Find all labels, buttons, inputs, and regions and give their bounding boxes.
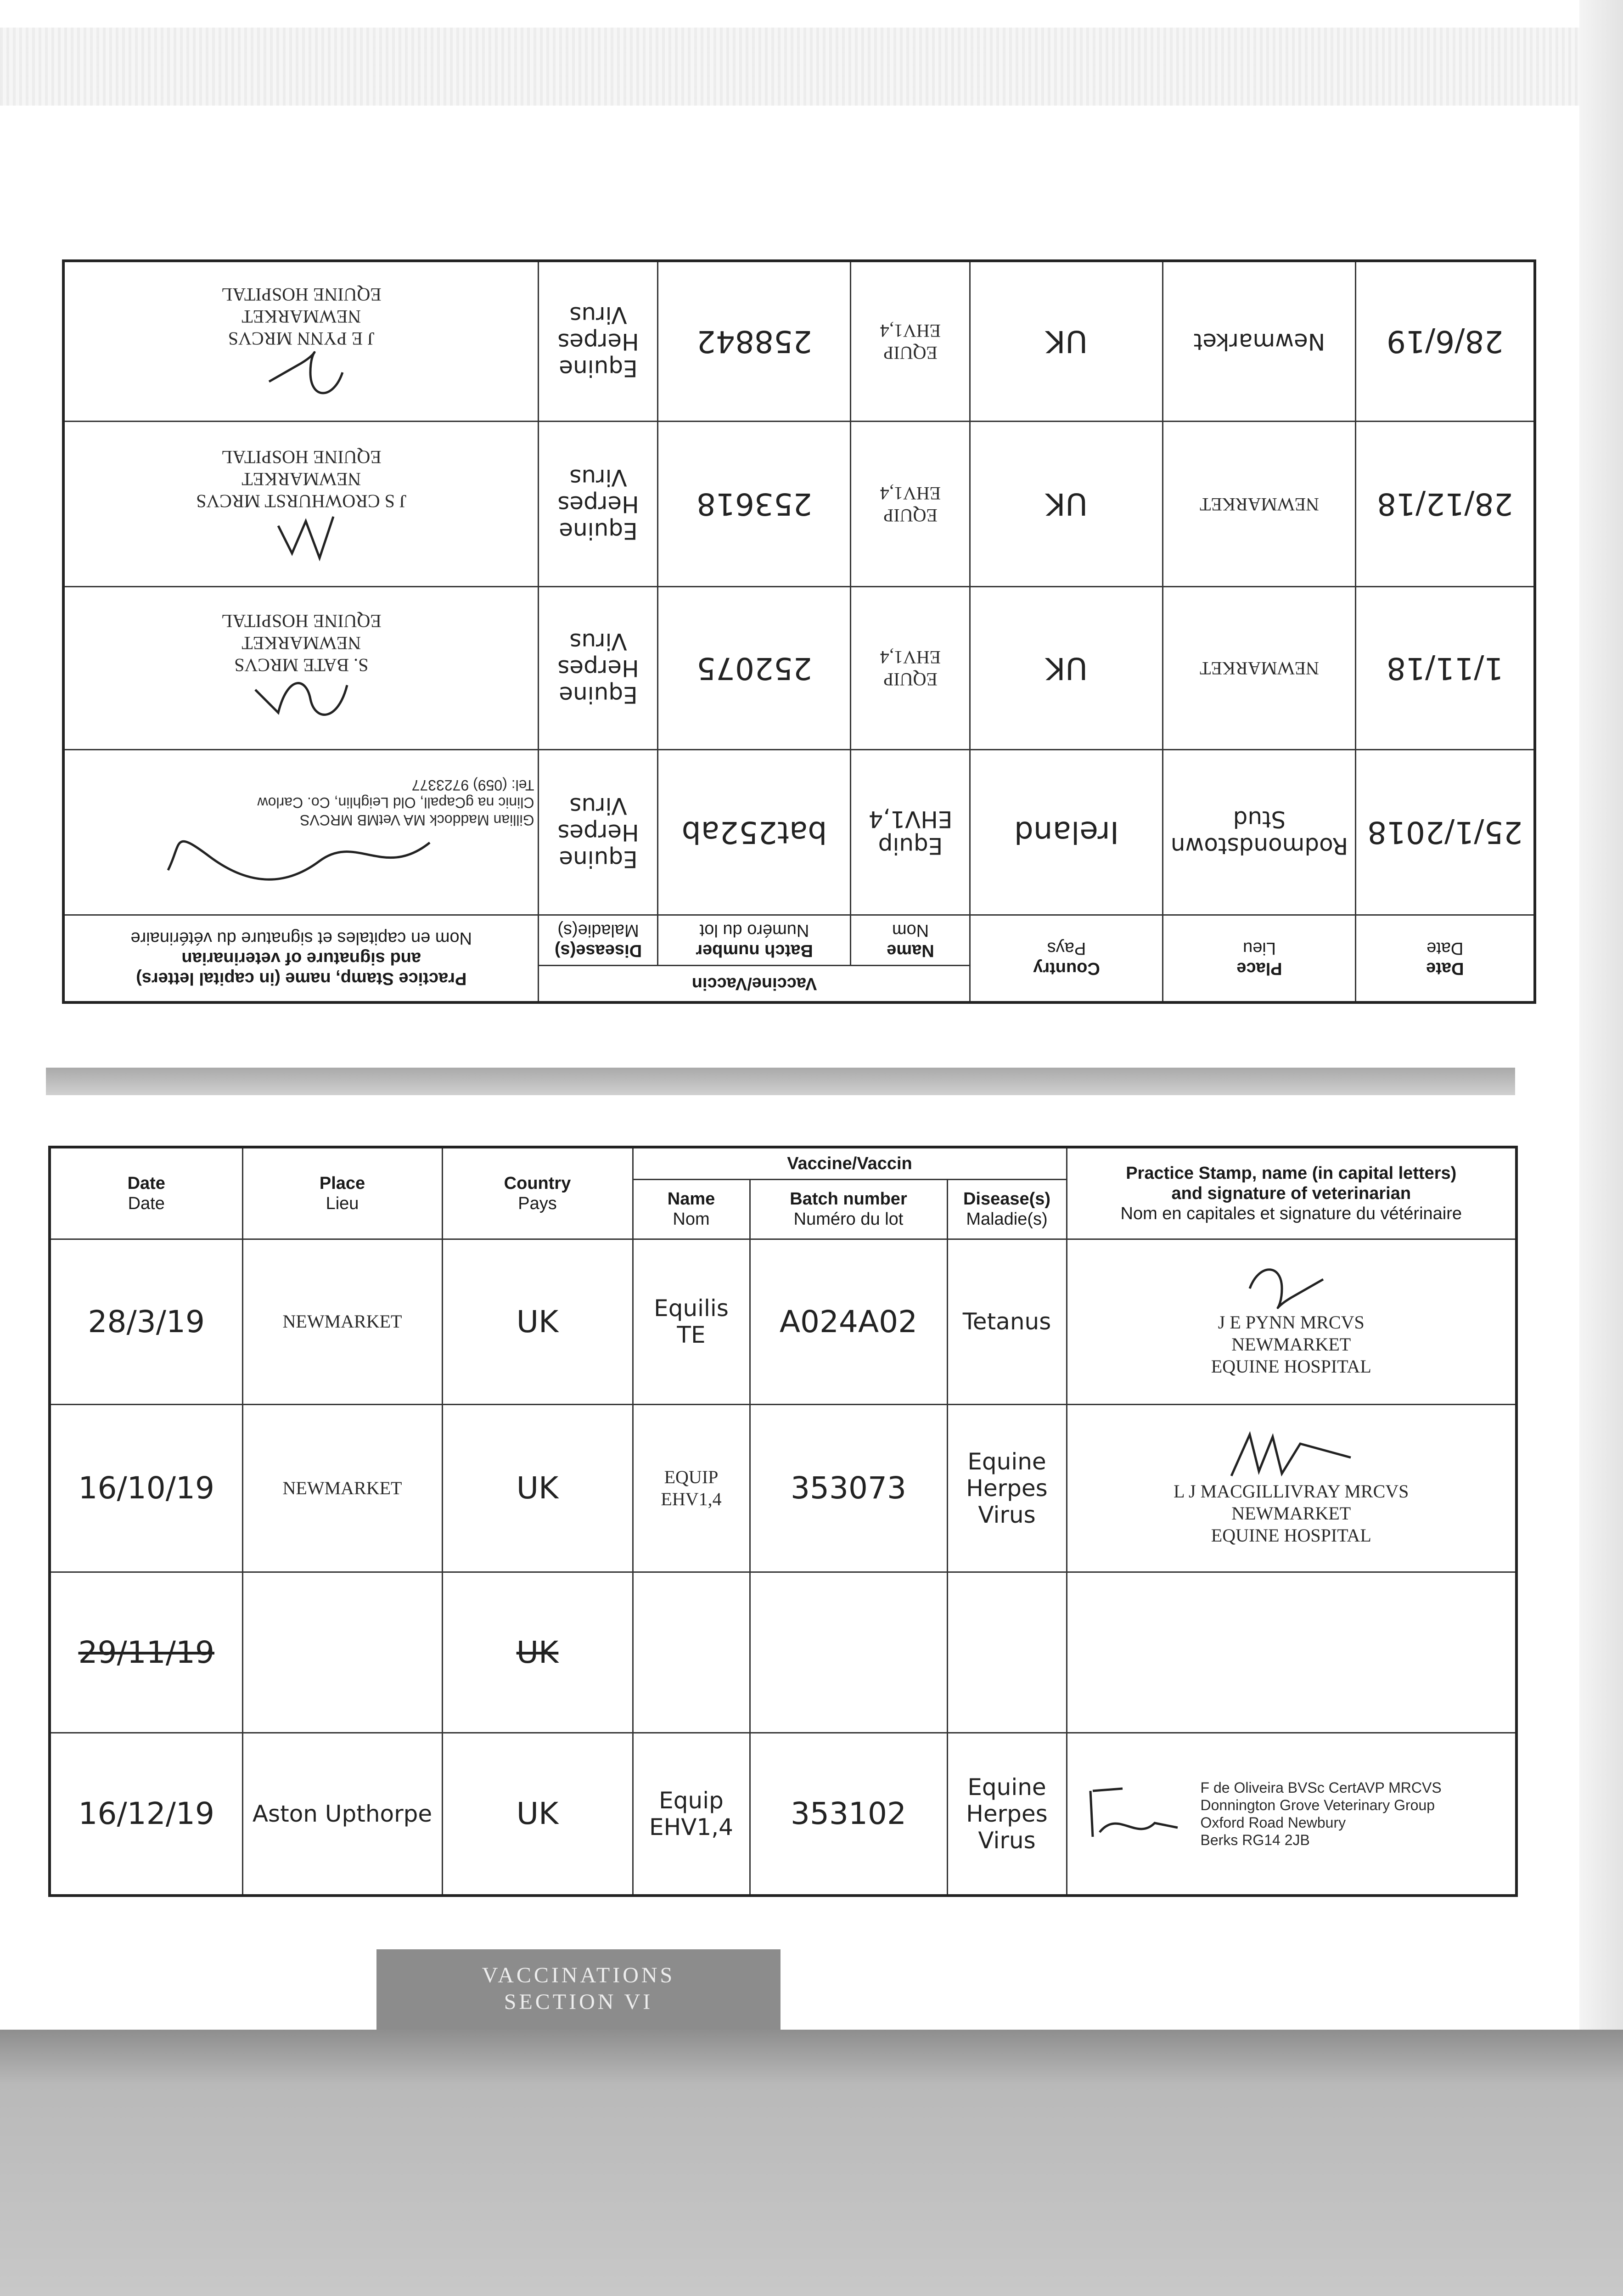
stamp-cell bbox=[63, 261, 539, 422]
stamp-cell bbox=[1067, 1404, 1516, 1572]
stamp-line: EQUINE HOSPITAL bbox=[1211, 1356, 1371, 1377]
country-cell: UK bbox=[442, 1733, 633, 1896]
stamp-line: NEWMARKET bbox=[1231, 1503, 1351, 1524]
table-row bbox=[63, 261, 1535, 422]
section-number: SECTION VI bbox=[504, 1990, 653, 2014]
country-cell: UK bbox=[970, 261, 1163, 422]
vaccine-name-cell: Equip EHV1,4 bbox=[851, 750, 970, 915]
stamp-line: J S CROWHURST MRCVS bbox=[196, 491, 407, 512]
scan-background-bottom bbox=[0, 2030, 1623, 2296]
stamp-line: Clinic na gCapall, Old Leighlin, Co. Carlow bbox=[257, 794, 534, 811]
vaccine-name-cell: Equip EHV1,4 bbox=[633, 1733, 750, 1896]
vaccine-name-cell: EQUIP EHV1,4 bbox=[851, 422, 970, 587]
header-disease: Disease(s) Maladie(s) bbox=[539, 915, 658, 966]
date-cell: 16/10/19 bbox=[50, 1404, 242, 1572]
date-cell: 29/11/19 bbox=[50, 1572, 242, 1733]
stamp-line: J E PYNN MRCVS bbox=[1218, 1312, 1365, 1333]
vaccine-name-cell: Equilis TE bbox=[633, 1239, 750, 1404]
place-cell: NEWMARKET bbox=[242, 1239, 442, 1404]
header-country: Country Pays bbox=[442, 1147, 633, 1239]
stamp-line: EQUINE HOSPITAL bbox=[221, 611, 382, 632]
stamp-cell bbox=[1067, 1572, 1516, 1733]
signature-image bbox=[1222, 1430, 1360, 1480]
stamp-cell bbox=[1067, 1239, 1516, 1404]
stamp-line: L J MACGILLIVRAY MRCVS bbox=[1174, 1480, 1409, 1502]
vaccine-name-cell: EQUIP EHV1,4 bbox=[633, 1404, 750, 1572]
country-cell: UK bbox=[442, 1239, 633, 1404]
vaccine-name-cell: EQUIP EHV1,4 bbox=[851, 587, 970, 750]
section-label bbox=[376, 1949, 781, 2030]
stamp-line: EQUINE HOSPITAL bbox=[221, 447, 382, 467]
header-batch: Batch number Numéro du lot bbox=[658, 915, 851, 966]
stamp-cell bbox=[63, 422, 539, 587]
country-cell: UK bbox=[970, 422, 1163, 587]
stamp-line: EQUINE HOSPITAL bbox=[221, 284, 382, 305]
section-title: VACCINATIONS bbox=[482, 1963, 675, 1987]
place-cell: NEWMARKET bbox=[1163, 587, 1356, 750]
place-cell: Newmarket bbox=[1163, 261, 1356, 422]
stamp-line: J E PYNN MRCVS bbox=[228, 328, 375, 349]
place-cell bbox=[242, 1572, 442, 1733]
batch-cell bbox=[750, 1572, 947, 1733]
place-cell: NEWMARKET bbox=[242, 1404, 442, 1572]
upper-vaccination-table bbox=[62, 259, 1536, 1004]
stamp-line: NEWMARKET bbox=[1231, 1334, 1351, 1355]
date-cell: 16/12/19 bbox=[50, 1733, 242, 1896]
table-row bbox=[50, 1239, 1516, 1404]
vaccine-name-cell bbox=[633, 1572, 750, 1733]
table-row bbox=[50, 1733, 1516, 1896]
batch-cell: bat252ab bbox=[658, 750, 851, 915]
disease-cell: Equine Herpes Virus bbox=[947, 1404, 1067, 1572]
place-cell: Rodmondstown Stud bbox=[1163, 750, 1356, 915]
stamp-line: Berks RG14 2JB bbox=[1200, 1831, 1310, 1848]
disease-cell: Equine Herpes Virus bbox=[539, 587, 658, 750]
batch-cell: 353073 bbox=[750, 1404, 947, 1572]
page-edge bbox=[1579, 0, 1623, 2030]
place-cell: Aston Upthorpe bbox=[242, 1733, 442, 1896]
stamp-line: Oxford Road Newbury bbox=[1200, 1814, 1346, 1831]
scan-shadow-top bbox=[0, 28, 1579, 106]
lower-vaccination-table bbox=[48, 1146, 1518, 1897]
disease-cell: Equine Herpes Virus bbox=[947, 1733, 1067, 1896]
signature-image bbox=[251, 349, 352, 400]
header-stamp: Practice Stamp, name (in capital letters) and signature of veterinarian Nom en capitales et signature du vétérinaire bbox=[1067, 1147, 1516, 1239]
table-row bbox=[50, 1572, 1516, 1733]
stamp-cell bbox=[1067, 1733, 1516, 1896]
vaccine-name-cell: EQUIP EHV1,4 bbox=[851, 261, 970, 422]
stamp-line: Gillian Maddock MA VetMB MRCVS bbox=[300, 812, 534, 828]
disease-cell: Equine Herpes Virus bbox=[539, 422, 658, 587]
signature-image bbox=[1081, 1782, 1187, 1846]
batch-cell: 353102 bbox=[750, 1733, 947, 1896]
disease-cell: Equine Herpes Virus bbox=[539, 750, 658, 915]
page-fold-shadow bbox=[46, 1068, 1515, 1095]
header-place: Place Lieu bbox=[1163, 915, 1356, 1002]
disease-cell bbox=[947, 1572, 1067, 1733]
disease-cell: Tetanus bbox=[947, 1239, 1067, 1404]
header-date: Date Date bbox=[1356, 915, 1535, 1002]
stamp-cell bbox=[63, 750, 539, 915]
header-batch: Batch number Numéro du lot bbox=[750, 1179, 947, 1239]
country-cell: Ireland bbox=[970, 750, 1163, 915]
signature-image bbox=[246, 676, 356, 727]
stamp-line: Tel: (059) 9723377 bbox=[411, 777, 534, 793]
date-cell: 28/3/19 bbox=[50, 1239, 242, 1404]
batch-cell: 252075 bbox=[658, 587, 851, 750]
table-row bbox=[50, 1404, 1516, 1572]
header-name: Name Nom bbox=[633, 1179, 750, 1239]
batch-cell: A024A02 bbox=[750, 1239, 947, 1404]
batch-cell: 253618 bbox=[658, 422, 851, 587]
place-cell: NEWMARKET bbox=[1163, 422, 1356, 587]
table-row bbox=[63, 587, 1535, 750]
country-cell: UK bbox=[442, 1572, 633, 1733]
date-cell: 28/12/18 bbox=[1356, 422, 1535, 587]
stamp-line: S. BATE MRCVS bbox=[234, 655, 369, 676]
header-date: Date Date bbox=[50, 1147, 242, 1239]
batch-cell: 258842 bbox=[658, 261, 851, 422]
signature-image bbox=[163, 829, 439, 889]
country-cell: UK bbox=[970, 587, 1163, 750]
stamp-line: NEWMARKET bbox=[241, 469, 361, 490]
stamp-line: EQUINE HOSPITAL bbox=[1211, 1525, 1371, 1546]
disease-cell: Equine Herpes Virus bbox=[539, 261, 658, 422]
stamp-line: Donnington Grove Veterinary Group bbox=[1200, 1796, 1435, 1813]
signature-image bbox=[1241, 1266, 1342, 1311]
date-cell: 1/11/18 bbox=[1356, 587, 1535, 750]
header-disease: Disease(s) Maladie(s) bbox=[947, 1179, 1067, 1239]
stamp-cell bbox=[63, 587, 539, 750]
header-vaccine: Vaccine/Vaccin bbox=[633, 1147, 1067, 1179]
header-vaccine: Vaccine/Vaccin bbox=[539, 966, 970, 1002]
signature-image bbox=[255, 512, 347, 563]
header-place: Place Lieu bbox=[242, 1147, 442, 1239]
header-name: Name Nom bbox=[851, 915, 970, 966]
table-row bbox=[63, 750, 1535, 915]
date-cell: 28/6/19 bbox=[1356, 261, 1535, 422]
stamp-line: F de Oliveira BVSc CertAVP MRCVS bbox=[1200, 1779, 1442, 1796]
stamp-line: NEWMARKET bbox=[241, 633, 361, 654]
header-country: Country Pays bbox=[970, 915, 1163, 1002]
table-row bbox=[63, 422, 1535, 587]
date-cell: 25/1/2018 bbox=[1356, 750, 1535, 915]
country-cell: UK bbox=[442, 1404, 633, 1572]
header-stamp: Practice Stamp, name (in capital letters) and signature of veterinarian Nom en capitales et signature du vétérinaire bbox=[63, 915, 539, 1002]
stamp-line: NEWMARKET bbox=[241, 306, 361, 327]
